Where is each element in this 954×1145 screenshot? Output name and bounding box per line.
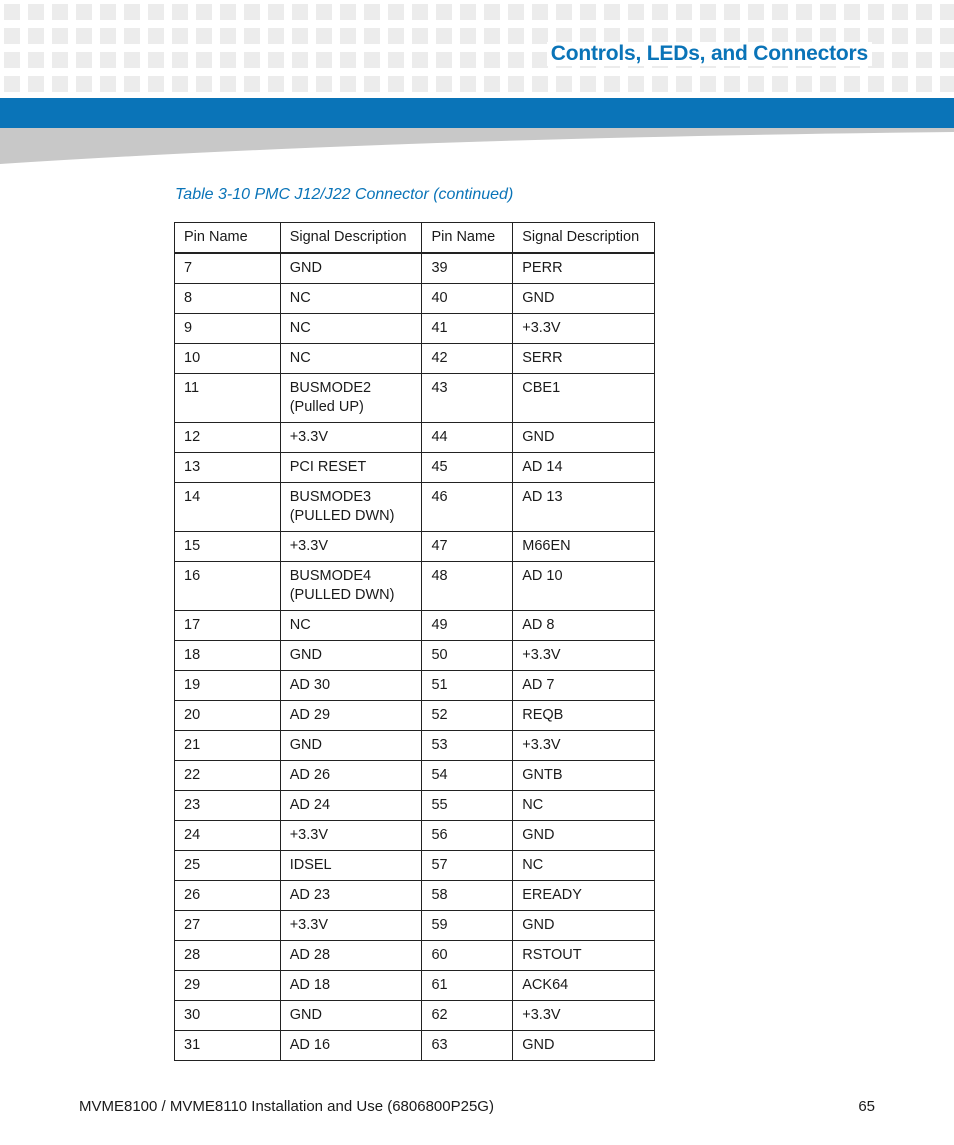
table-cell: 28 — [175, 941, 281, 971]
table-cell: 50 — [422, 641, 513, 671]
table-cell: 20 — [175, 701, 281, 731]
table-cell: +3.3V — [280, 423, 422, 453]
table-cell: +3.3V — [513, 731, 655, 761]
table-cell: BUSMODE3 (PULLED DWN) — [280, 483, 422, 532]
table-row — [175, 423, 655, 453]
table-cell: +3.3V — [513, 1001, 655, 1031]
table-row — [175, 253, 655, 284]
table-cell: NC — [513, 791, 655, 821]
table-row — [175, 374, 655, 423]
table-row — [175, 881, 655, 911]
table-row — [175, 791, 655, 821]
table-cell: 10 — [175, 344, 281, 374]
table-cell: GND — [280, 1001, 422, 1031]
table-cell: 24 — [175, 821, 281, 851]
table-cell: AD 8 — [513, 611, 655, 641]
table-cell: 47 — [422, 532, 513, 562]
table-cell: NC — [280, 344, 422, 374]
table-cell: GND — [513, 284, 655, 314]
table-row — [175, 731, 655, 761]
table-cell: ACK64 — [513, 971, 655, 1001]
table-cell: 30 — [175, 1001, 281, 1031]
table-row — [175, 821, 655, 851]
table-cell: 42 — [422, 344, 513, 374]
table-cell: AD 18 — [280, 971, 422, 1001]
table-cell: 48 — [422, 562, 513, 611]
table-row — [175, 314, 655, 344]
table-cell: BUSMODE4 (PULLED DWN) — [280, 562, 422, 611]
table-cell: 63 — [422, 1031, 513, 1061]
table-cell: 41 — [422, 314, 513, 344]
table-cell: 51 — [422, 671, 513, 701]
table-row — [175, 941, 655, 971]
table-cell: NC — [513, 851, 655, 881]
table-cell: NC — [280, 611, 422, 641]
table-cell: 19 — [175, 671, 281, 701]
table-row — [175, 671, 655, 701]
table-cell: 13 — [175, 453, 281, 483]
table-cell: 52 — [422, 701, 513, 731]
table-header-row — [175, 223, 655, 254]
pin-table — [174, 222, 655, 1061]
table-cell: AD 29 — [280, 701, 422, 731]
table-cell: 58 — [422, 881, 513, 911]
table-cell: 9 — [175, 314, 281, 344]
table-caption: Table 3-10 PMC J12/J22 Connector (continued) — [175, 186, 514, 203]
header-blue-band — [0, 98, 954, 128]
table-cell: 11 — [175, 374, 281, 423]
table-cell: 14 — [175, 483, 281, 532]
table-cell: GNTB — [513, 761, 655, 791]
table-row — [175, 284, 655, 314]
table-cell: AD 14 — [513, 453, 655, 483]
table-row — [175, 344, 655, 374]
table-cell: AD 10 — [513, 562, 655, 611]
table-cell: GND — [513, 1031, 655, 1061]
table-cell: 17 — [175, 611, 281, 641]
table-cell: 21 — [175, 731, 281, 761]
table-cell: AD 30 — [280, 671, 422, 701]
table-cell: 22 — [175, 761, 281, 791]
table-cell: NC — [280, 284, 422, 314]
table-cell: +3.3V — [513, 314, 655, 344]
page-number: 65 — [858, 1098, 875, 1115]
table-cell: 25 — [175, 851, 281, 881]
table-cell: GND — [513, 821, 655, 851]
table-cell: 55 — [422, 791, 513, 821]
column-header: Signal Description — [513, 223, 655, 254]
table-cell: 29 — [175, 971, 281, 1001]
table-cell: GND — [280, 253, 422, 284]
table-cell: AD 16 — [280, 1031, 422, 1061]
table-row — [175, 453, 655, 483]
table-cell: PERR — [513, 253, 655, 284]
table-cell: +3.3V — [280, 911, 422, 941]
table-cell: 53 — [422, 731, 513, 761]
table-cell: 27 — [175, 911, 281, 941]
table-cell: SERR — [513, 344, 655, 374]
table-cell: NC — [280, 314, 422, 344]
table-row — [175, 641, 655, 671]
table-cell: +3.3V — [280, 821, 422, 851]
table-row — [175, 971, 655, 1001]
header-gray-swoosh — [0, 128, 954, 164]
table-cell: PCI RESET — [280, 453, 422, 483]
table-cell: 44 — [422, 423, 513, 453]
table-cell: 56 — [422, 821, 513, 851]
table-cell: 18 — [175, 641, 281, 671]
table-cell: 23 — [175, 791, 281, 821]
table-row — [175, 483, 655, 532]
table-cell: 15 — [175, 532, 281, 562]
column-header: Signal Description — [280, 223, 422, 254]
table-row — [175, 851, 655, 881]
table-cell: +3.3V — [513, 641, 655, 671]
table-row — [175, 1001, 655, 1031]
table-cell: REQB — [513, 701, 655, 731]
table-cell: 7 — [175, 253, 281, 284]
table-cell: GND — [513, 911, 655, 941]
table-cell: AD 24 — [280, 791, 422, 821]
table-cell: 46 — [422, 483, 513, 532]
table-cell: 45 — [422, 453, 513, 483]
table-cell: 31 — [175, 1031, 281, 1061]
table-cell: 59 — [422, 911, 513, 941]
table-cell: 60 — [422, 941, 513, 971]
table-cell: 39 — [422, 253, 513, 284]
table-body — [175, 253, 655, 1061]
table-cell: EREADY — [513, 881, 655, 911]
table-cell: GND — [280, 731, 422, 761]
table-cell: AD 26 — [280, 761, 422, 791]
table-cell: RSTOUT — [513, 941, 655, 971]
table-cell: M66EN — [513, 532, 655, 562]
column-header: Pin Name — [422, 223, 513, 254]
table-row — [175, 532, 655, 562]
table-cell: 12 — [175, 423, 281, 453]
table-row — [175, 1031, 655, 1061]
table-cell: 43 — [422, 374, 513, 423]
table-cell: GND — [513, 423, 655, 453]
table-cell: BUSMODE2 (Pulled UP) — [280, 374, 422, 423]
table-cell: IDSEL — [280, 851, 422, 881]
table-cell: AD 7 — [513, 671, 655, 701]
table-cell: AD 13 — [513, 483, 655, 532]
table-cell: 54 — [422, 761, 513, 791]
table-row — [175, 911, 655, 941]
table-cell: +3.3V — [280, 532, 422, 562]
table-cell: 26 — [175, 881, 281, 911]
table-cell: 49 — [422, 611, 513, 641]
table-cell: 62 — [422, 1001, 513, 1031]
table-row — [175, 611, 655, 641]
table-cell: GND — [280, 641, 422, 671]
table-cell: CBE1 — [513, 374, 655, 423]
table-row — [175, 701, 655, 731]
section-title: Controls, LEDs, and Connectors — [547, 42, 872, 66]
table-cell: 8 — [175, 284, 281, 314]
table-cell: 40 — [422, 284, 513, 314]
table-cell: 57 — [422, 851, 513, 881]
footer-doc-title: MVME8100 / MVME8110 Installation and Use (6806800P25G) — [79, 1098, 494, 1115]
table-cell: AD 23 — [280, 881, 422, 911]
table-cell: 16 — [175, 562, 281, 611]
table-cell: 61 — [422, 971, 513, 1001]
table-cell: AD 28 — [280, 941, 422, 971]
table-row — [175, 562, 655, 611]
column-header: Pin Name — [175, 223, 281, 254]
table-row — [175, 761, 655, 791]
